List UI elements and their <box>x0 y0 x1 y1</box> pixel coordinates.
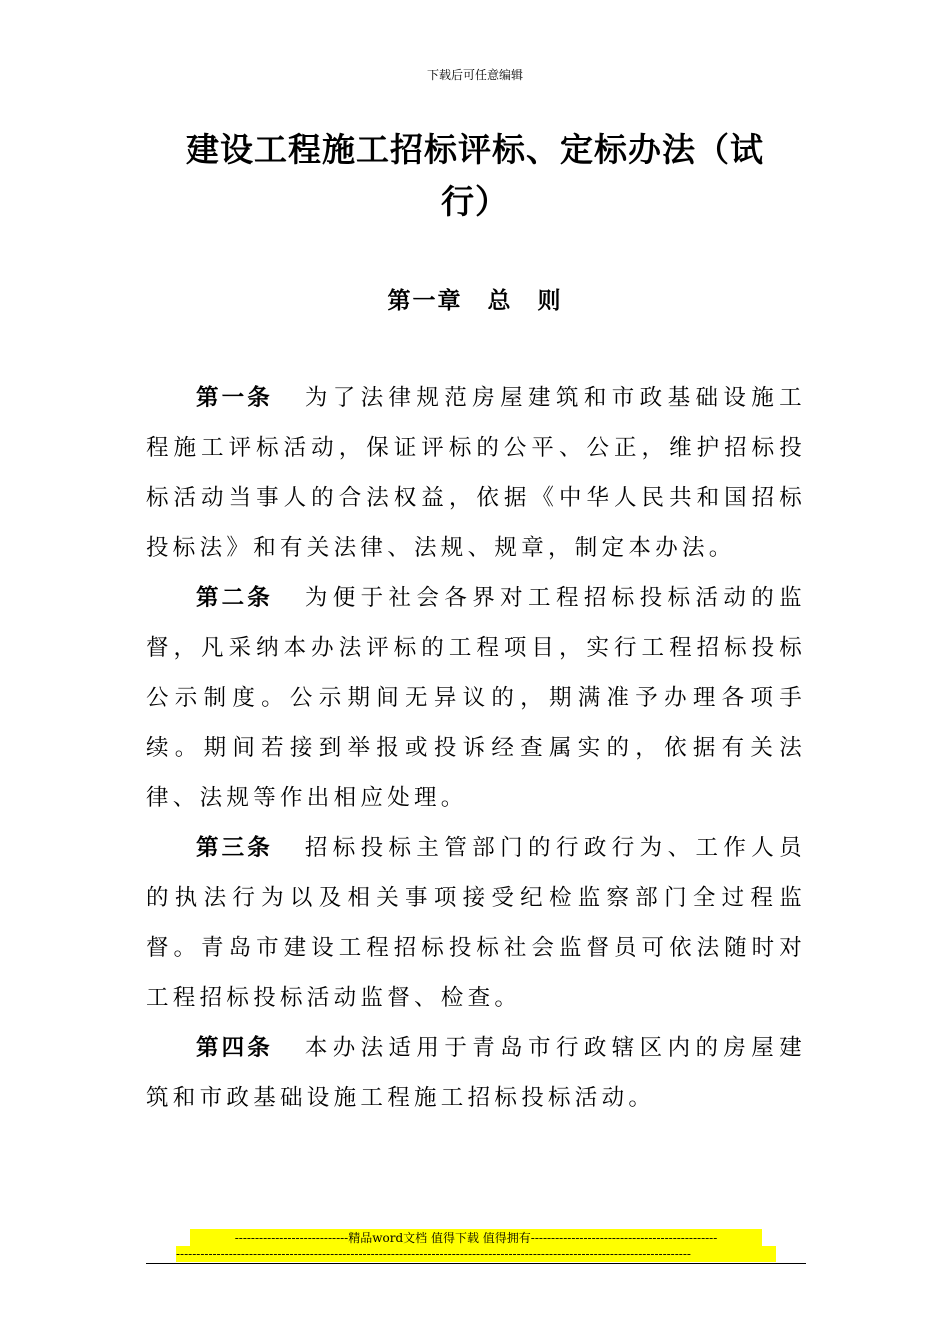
footer-banner: ----------------------------精品word文档 值得下载 值得拥有---------------------------------------------- <box>190 1229 762 1247</box>
article-label: 第三条 <box>196 835 273 861</box>
article-text: 为便于社会各界对工程招标投标活动的监督，凡采纳本办法评标的工程项目，实行工程招标投标公示制度。公示期间无异议的，期满准予办理各项手续。期间若接到举报或投诉经查属实的，依据有关法律、法规等作出相应处理。 <box>146 585 806 811</box>
article-3 <box>146 823 806 1023</box>
article-label: 第一条 <box>196 385 273 411</box>
article-label: 第四条 <box>196 1035 273 1061</box>
article-4 <box>146 1023 806 1123</box>
footer-rule <box>146 1263 806 1264</box>
chapter-heading: 第一章 总 则 <box>387 288 563 314</box>
article-label: 第二条 <box>196 585 273 611</box>
title-line-2: 行） <box>441 182 509 221</box>
document-body <box>146 373 806 1123</box>
article-text: 为了法律规范房屋建筑和市政基础设施工程施工评标活动，保证评标的公平、公正，维护招标投标活动当事人的合法权益，依据《中华人民共和国招标投标法》和有关法律、法规、规章，制定本办法。 <box>146 385 806 561</box>
article-1 <box>146 373 806 573</box>
article-text: 本办法适用于青岛市行政辖区内的房屋建筑和市政基础设施工程施工招标投标活动。 <box>146 1035 806 1111</box>
footer-dash-line: ------------------------------------------------------------------------------------------------------------------------------- <box>176 1246 776 1262</box>
title-line-1: 建设工程施工招标评标、定标办法（试 <box>186 130 764 169</box>
article-text: 招标投标主管部门的行政行为、工作人员的执法行为以及相关事项接受纪检监察部门全过程监督。青岛市建设工程招标投标社会监督员可依法随时对工程招标投标活动监督、检查。 <box>146 835 806 1011</box>
document-title <box>150 124 800 228</box>
article-2 <box>146 573 806 823</box>
header-note: 下载后可任意编辑 <box>426 68 523 82</box>
